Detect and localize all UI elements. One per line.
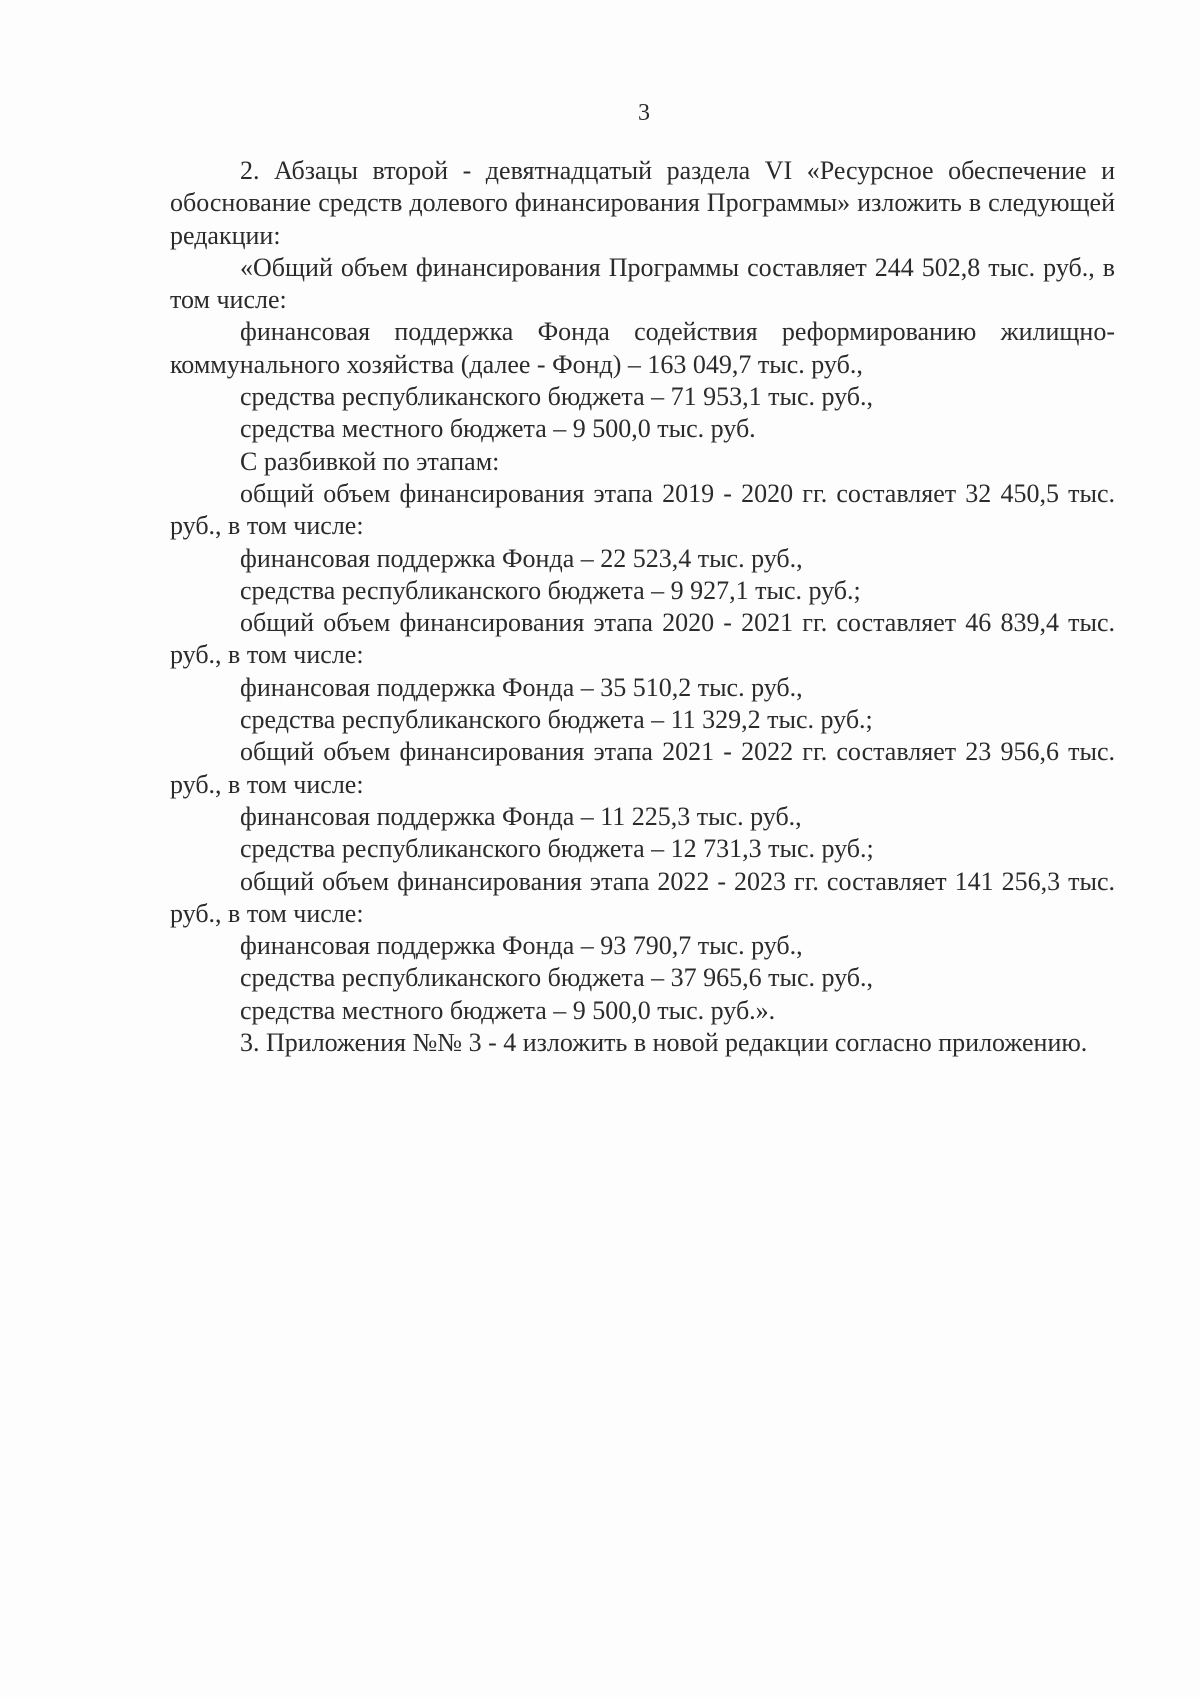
paragraph-stage-2020-2021-fund: финансовая поддержка Фонда – 35 510,2 тыс. руб., <box>240 672 803 702</box>
paragraph-stage-2019-2020-republic: средства республиканского бюджета – 9 927,1 тыс. руб.; <box>240 575 861 605</box>
paragraph-total-financing: «Общий объем финансирования Программы составляет 244 502,8 тыс. руб., в том числе: <box>170 252 1115 315</box>
paragraph-item-2-intro: 2. Абзацы второй - девятнадцатый раздела VI «Ресурсное обеспечение и обоснование средств долевого финансирования Программы» изложить в следующей редакции: <box>170 156 1115 250</box>
paragraph-stage-2022-2023-republic: средства республиканского бюджета – 37 965,6 тыс. руб., <box>240 963 874 993</box>
paragraph-republic-budget-total: средства республиканского бюджета – 71 953,1 тыс. руб., <box>240 382 874 412</box>
paragraph-stage-2020-2021-republic: средства республиканского бюджета – 11 329,2 тыс. руб.; <box>240 705 873 735</box>
paragraph-local-budget-total: средства местного бюджета – 9 500,0 тыс. руб. <box>240 414 756 444</box>
paragraph-stage-2021-2022-fund: финансовая поддержка Фонда – 11 225,3 тыс. руб., <box>240 801 802 831</box>
paragraph-stage-2021-2022: общий объем финансирования этапа 2021 - 2022 гг. составляет 23 956,6 тыс. руб., в том числе: <box>170 737 1115 799</box>
paragraph-stage-2022-2023-local: средства местного бюджета – 9 500,0 тыс. руб.». <box>240 995 776 1025</box>
paragraph-stage-2022-2023: общий объем финансирования этапа 2022 - 2023 гг. составляет 141 256,3 тыс. руб., в том числе: <box>170 866 1115 928</box>
paragraph-item-3-appendices: 3. Приложения №№ 3 - 4 изложить в новой редакции согласно приложению. <box>240 1028 1088 1058</box>
paragraph-stage-2022-2023-fund: финансовая поддержка Фонда – 93 790,7 тыс. руб., <box>240 931 803 961</box>
paragraph-stages-heading: С разбивкой по этапам: <box>240 446 500 476</box>
document-body <box>170 155 1115 1059</box>
paragraph-stage-2019-2020-fund: финансовая поддержка Фонда – 22 523,4 тыс. руб., <box>240 543 803 573</box>
page-number: 3 <box>638 100 650 126</box>
paragraph-stage-2020-2021: общий объем финансирования этапа 2020 - 2021 гг. составляет 46 839,4 тыс. руб., в том числе: <box>170 608 1115 670</box>
paragraph-fund-support-total: финансовая поддержка Фонда содействия реформированию жилищно-коммунального хозяйства (далее - Фонд) – 163 049,7 тыс. руб., <box>170 317 1115 379</box>
paragraph-stage-2019-2020: общий объем финансирования этапа 2019 - 2020 гг. составляет 32 450,5 тыс. руб., в том числе: <box>170 478 1115 541</box>
paragraph-stage-2021-2022-republic: средства республиканского бюджета – 12 731,3 тыс. руб.; <box>240 834 874 864</box>
